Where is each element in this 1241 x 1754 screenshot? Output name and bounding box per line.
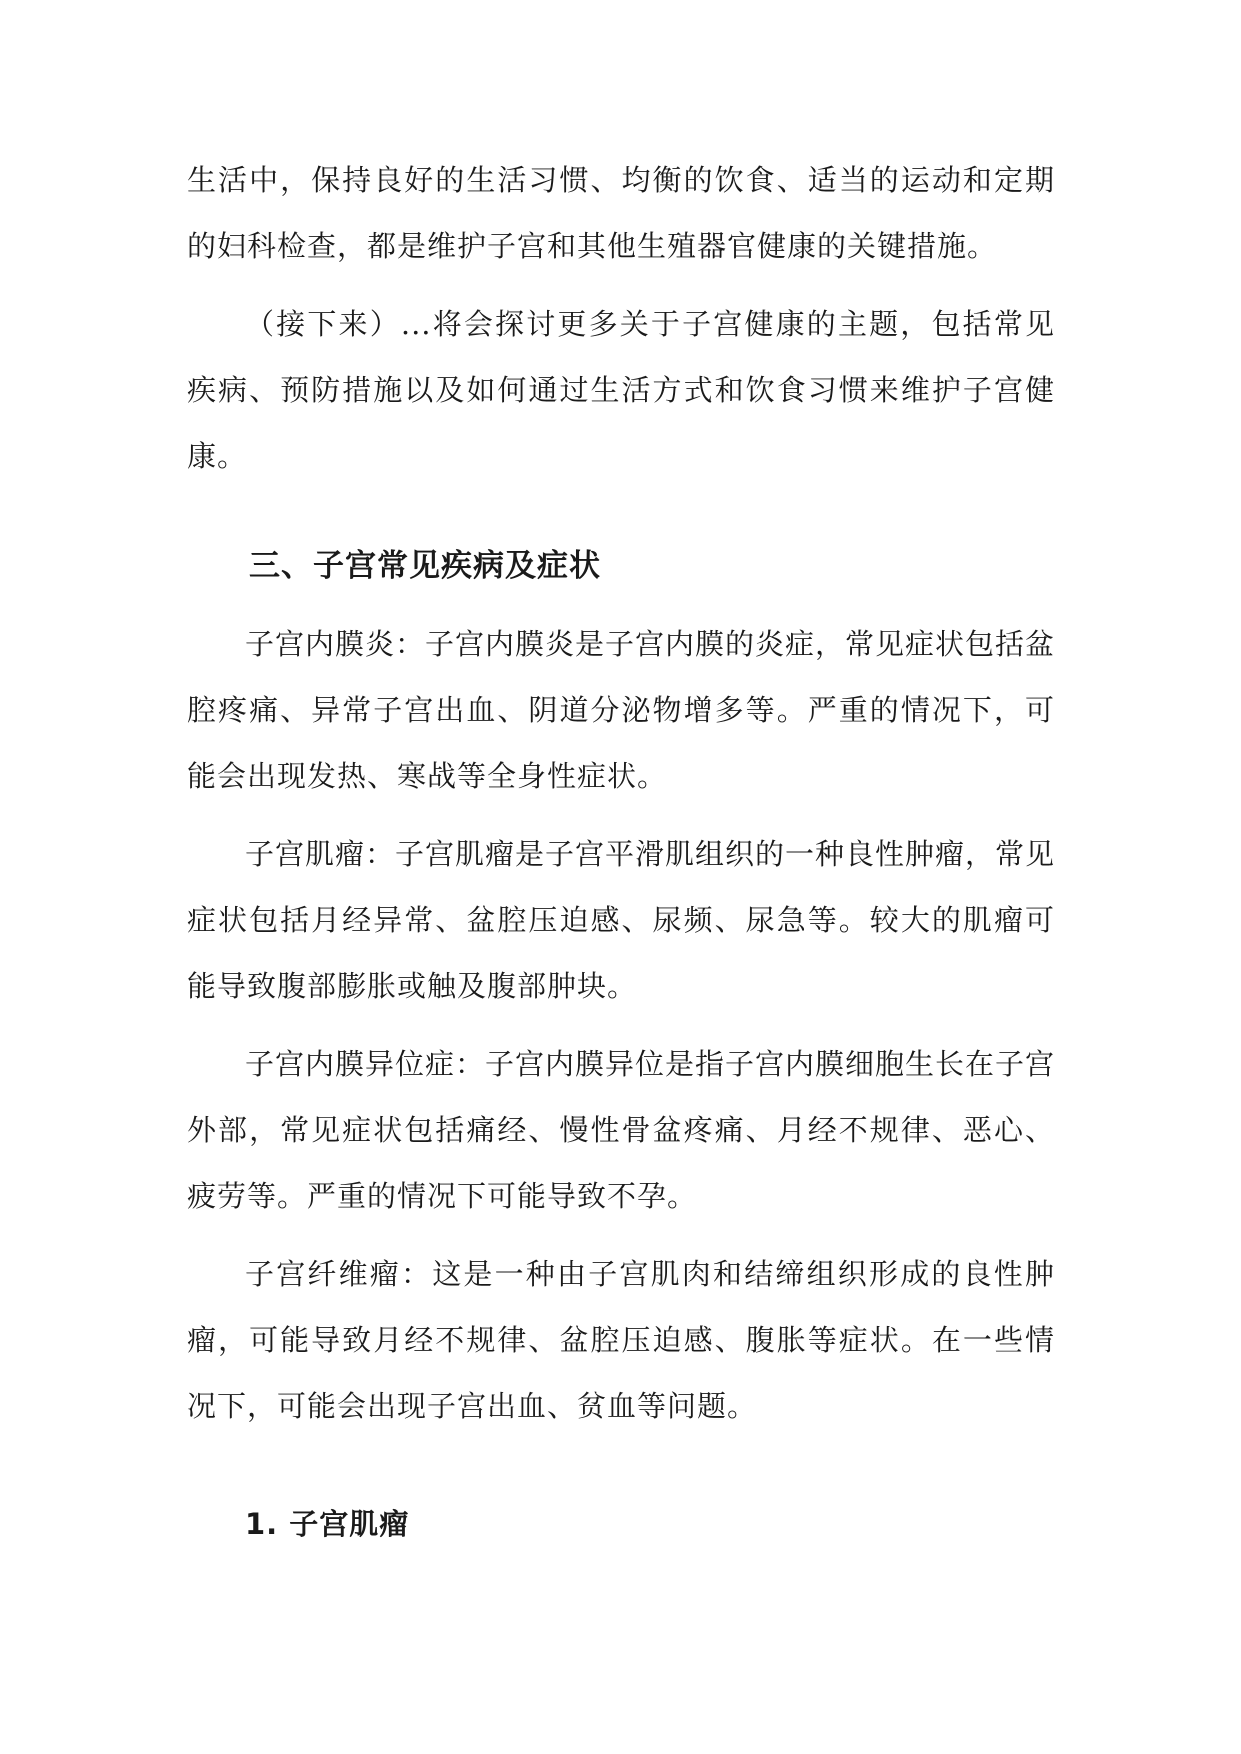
body-paragraph: 子宫内膜异位症：子宫内膜异位是指子宫内膜细胞生长在子宫外部，常见症状包括痛经、慢性骨盆疼痛、月经不规律、恶心、疲劳等。严重的情况下可能导致不孕。 [187,1047,1056,1213]
body-paragraph: 子宫内膜炎：子宫内膜炎是子宫内膜的炎症，常见症状包括盆腔疼痛、异常子宫出血、阴道分泌物增多等。严重的情况下，可能会出现发热、寒战等全身性症状。 [187,627,1056,793]
body-paragraph: 子宫纤维瘤：这是一种由子宫肌肉和结缔组织形成的良性肿瘤，可能导致月经不规律、盆腔压迫感、腹胀等症状。在一些情况下，可能会出现子宫出血、贫血等问题。 [187,1257,1055,1423]
body-paragraph: 子宫肌瘤：子宫肌瘤是子宫平滑肌组织的一种良性肿瘤，常见症状包括月经异常、盆腔压迫感、尿频、尿急等。较大的肌瘤可能导致腹部膨胀或触及腹部肿块。 [187,837,1056,1003]
sub-heading: 1. 子宫肌瘤 [245,1507,410,1541]
body-paragraph: （接下来）...将会探讨更多关于子宫健康的主题，包括常见疾病、预防措施以及如何通过生活方式和饮食习惯来维护子宫健康。 [187,307,1055,473]
document-body [187,147,1055,1557]
body-paragraph: 生活中，保持良好的生活习惯、均衡的饮食、适当的运动和定期的妇科检查，都是维护子宫和其他生殖器官健康的关键措施。 [187,163,1055,263]
section-heading: 三、子宫常见疾病及症状 [249,548,601,584]
